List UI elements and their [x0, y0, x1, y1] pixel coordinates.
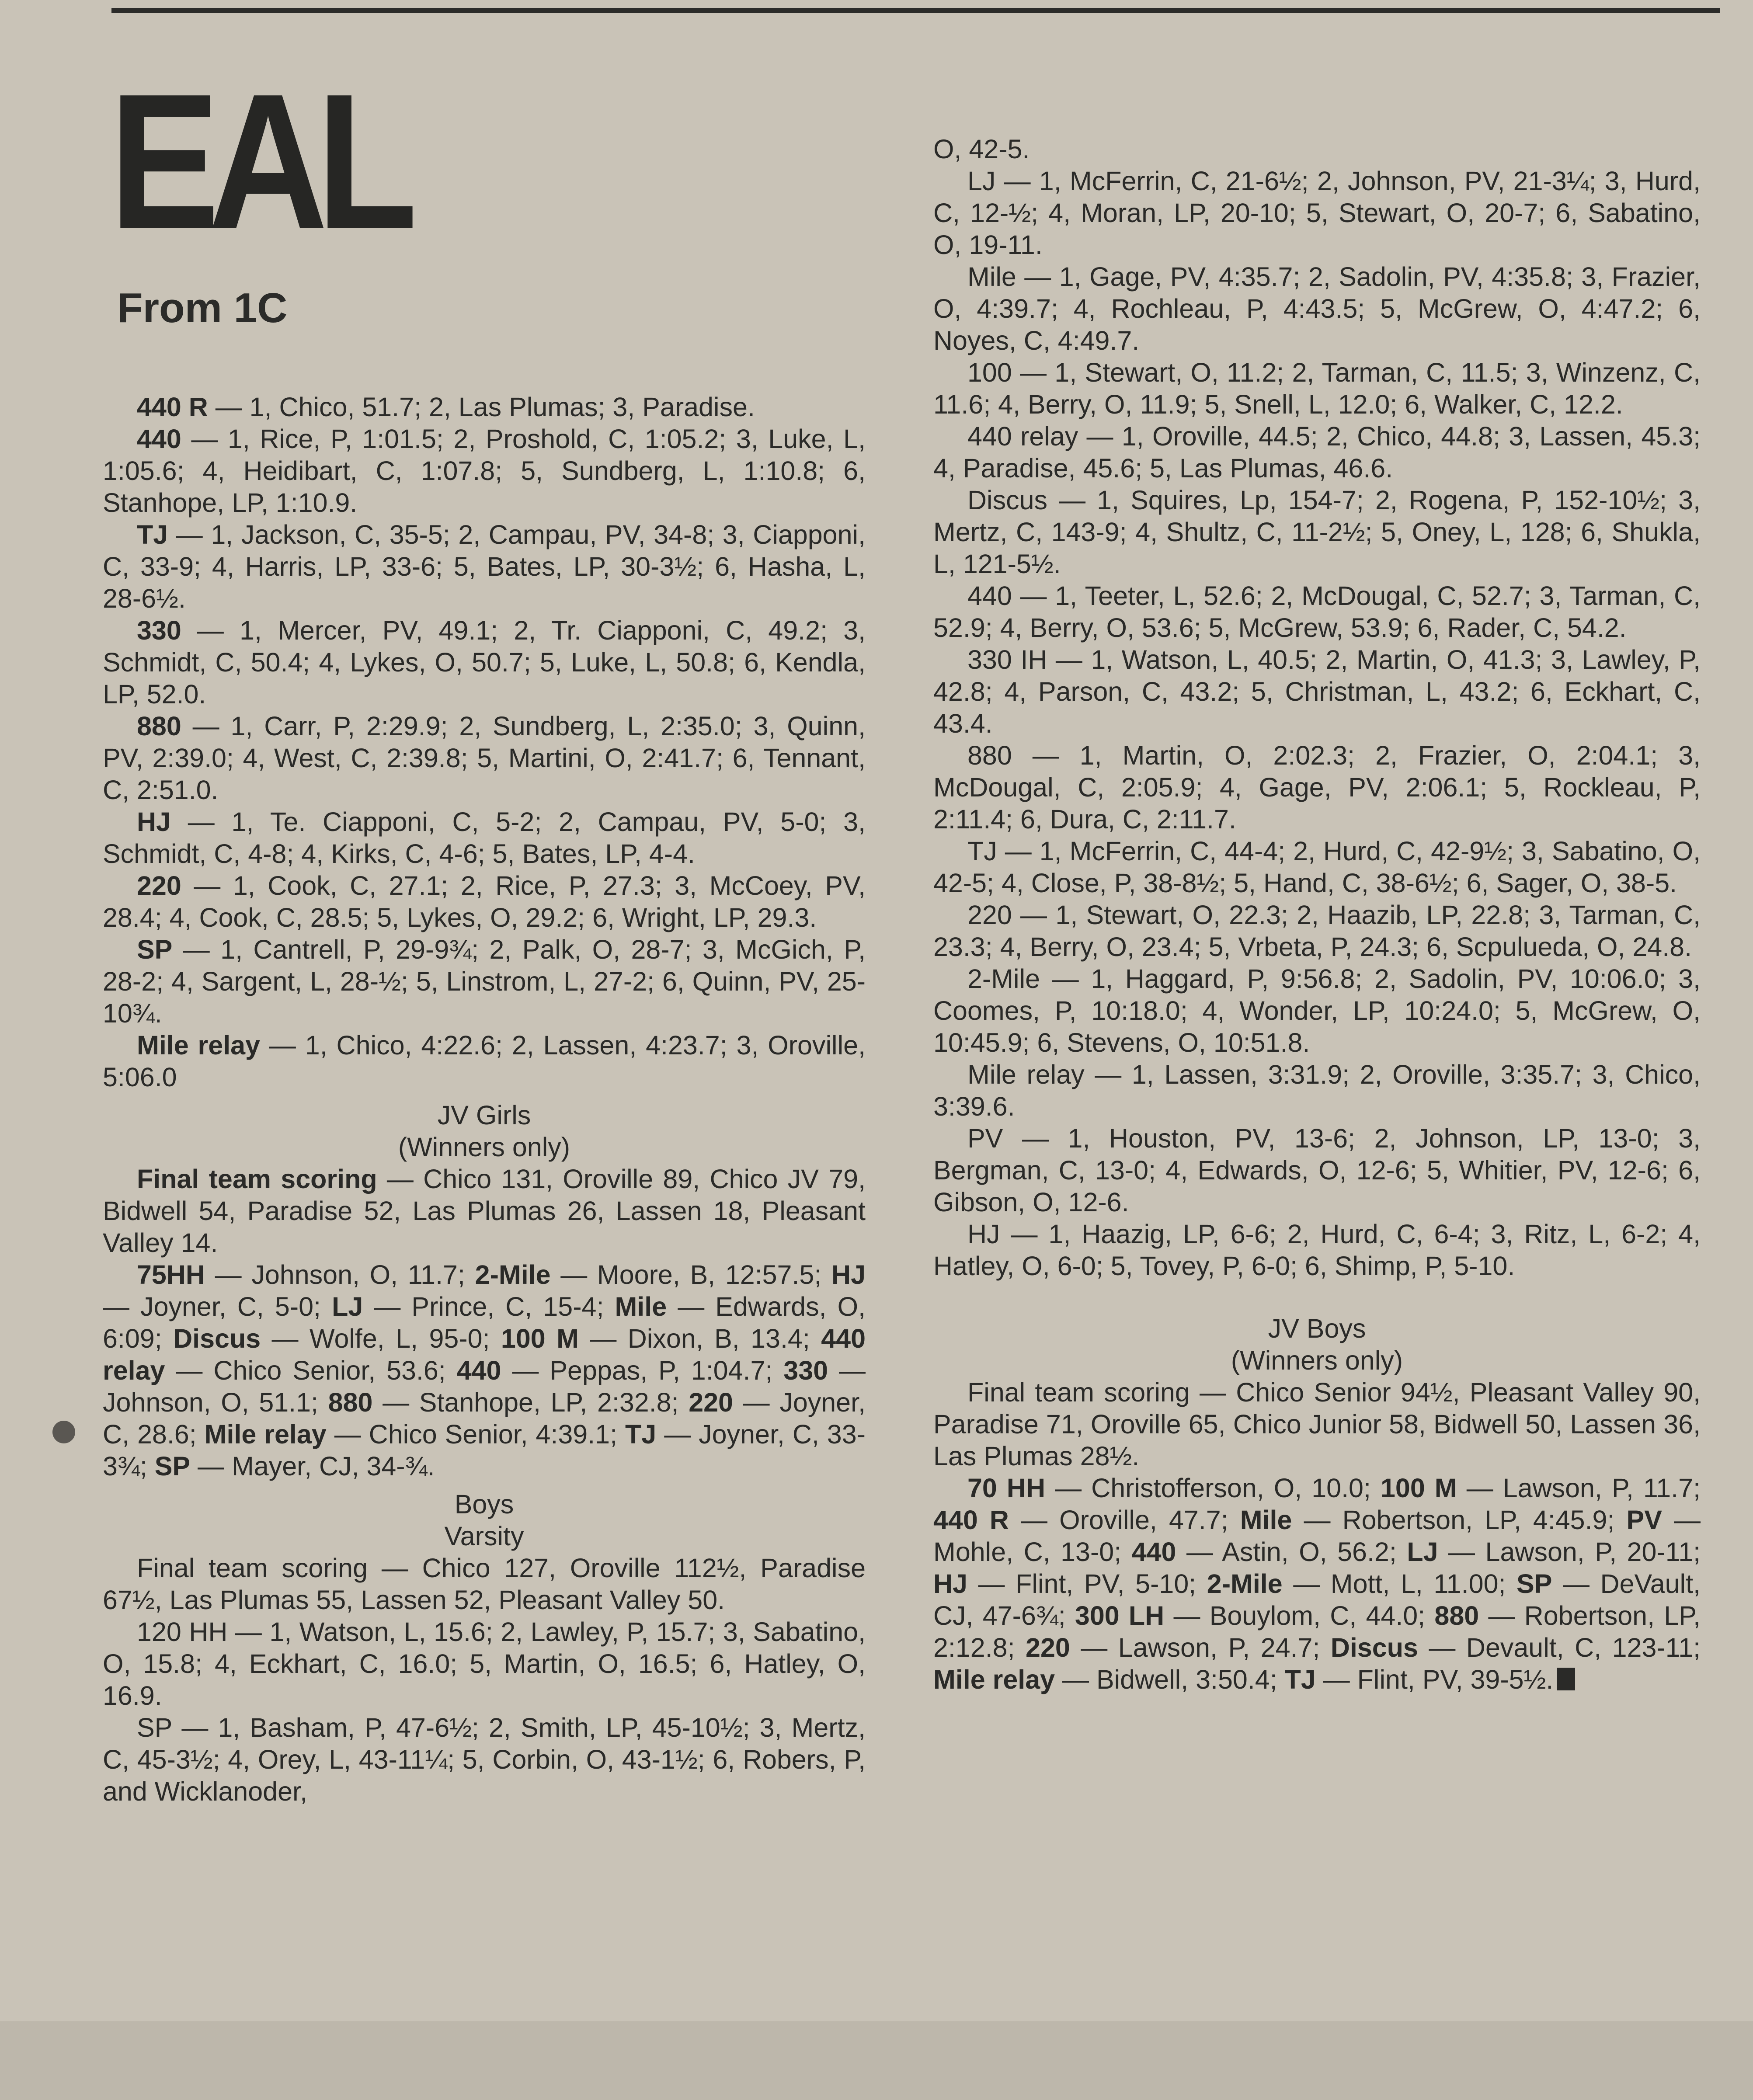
- section-subheading: Varsity: [444, 1521, 524, 1551]
- right-column: [933, 133, 1701, 1696]
- result-paragraph: 880 — 1, Martin, O, 2:02.3; 2, Frazier, O, 2:04.1; 3, McDougal, C, 2:05.9; 4, Gage, PV, 2:06.1; 5, Rockleau, P, 2:11.4; 6, Dura, C, 2:11.7.: [933, 741, 1701, 834]
- page-bottom-edge: [0, 2021, 1753, 2100]
- result-paragraph: 440 — 1, Rice, P, 1:01.5; 2, Proshold, C, 1:05.2; 3, Luke, L, 1:05.6; 4, Heidibart, C, 1:07.8; 5, Sundberg, L, 1:10.8; 6, Stanhope, LP, 1:10.9.: [103, 424, 866, 518]
- result-paragraph: 440 R — 1, Chico, 51.7; 2, Las Plumas; 3, Paradise.: [137, 392, 755, 422]
- result-paragraph: TJ — 1, McFerrin, C, 44-4; 2, Hurd, C, 42-9½; 3, Sabatino, O, 42-5; 4, Close, P, 38-8½; 5, Hand, C, 38-6½; 6, Sager, O, 38-5.: [933, 836, 1701, 898]
- end-mark: [1557, 1668, 1575, 1690]
- bullet-dot: [52, 1421, 75, 1443]
- section-heading: JV Girls: [437, 1100, 531, 1130]
- result-paragraph: Final team scoring — Chico 127, Oroville 112½, Paradise 67½, Las Plumas 55, Lassen 52, Pleasant Valley 50.: [103, 1553, 866, 1615]
- result-paragraph: HJ — 1, Te. Ciapponi, C, 5-2; 2, Campau, PV, 5-0; 3, Schmidt, C, 4-8; 4, Kirks, C, 4-6; 5, Bates, LP, 4-4.: [103, 807, 866, 869]
- winners-paragraph: 70 HH — Christofferson, O, 10.0; 100 M — Lawson, P, 11.7; 440 R — Oroville, 47.7; Mile — Robertson, LP, 4:45.9; PV — Mohle, C, 13-0; 440 — Astin, O, 56.2; LJ — Lawson, P, 20-11; HJ — Flint, PV, 5-10; 2-Mile — Mott, L, 11.00; SP — DeVault, CJ, 47-6¾; 300 LH — Bouylom, C, 44.0; 880 — Robertson, LP, 2:12.8; 220 — Lawson, P, 24.7; Discus — Devault, C, 123-11; Mile relay — Bidwell, 3:50.4; TJ — Flint, PV, 39-5½.: [933, 1473, 1701, 1694]
- result-paragraph: HJ — 1, Haazig, LP, 6-6; 2, Hurd, C, 6-4; 3, Ritz, L, 6-2; 4, Hatley, O, 6-0; 5, Tovey, P, 6-0; 6, Shimp, P, 5-10.: [933, 1219, 1701, 1281]
- left-column: [103, 391, 866, 1808]
- winners-paragraph: 75HH — Johnson, O, 11.7; 2-Mile — Moore, B, 12:57.5; HJ — Joyner, C, 5-0; LJ — Prince, C, 15-4; Mile — Edwards, O, 6:09; Discus — Wolfe, L, 95-0; 100 M — Dixon, B, 13.4; 440 relay — Chico Senior, 53.6; 440 — Peppas, P, 1:04.7; 330 — Johnson, O, 51.1; 880 — Stanhope, LP, 2:32.8; 220 — Joyner, C, 28.6; Mile relay — Chico Senior, 4:39.1; TJ — Joyner, C, 33-3¾; SP — Mayer, CJ, 34-¾.: [103, 1260, 866, 1481]
- headline: EAL: [109, 54, 407, 269]
- result-paragraph: LJ — 1, McFerrin, C, 21-6½; 2, Johnson, PV, 21-3¼; 3, Hurd, C, 12-½; 4, Moran, LP, 20-10; 5, Stewart, O, 20-7; 6, Sabatino, O, 19-11.: [933, 166, 1701, 260]
- result-paragraph: 120 HH — 1, Watson, L, 15.6; 2, Lawley, P, 15.7; 3, Sabatino, O, 15.8; 4, Eckhart, C, 16.0; 5, Martin, O, 16.5; 6, Hatley, O, 16.9.: [103, 1617, 866, 1711]
- section-subheading: (Winners only): [398, 1132, 570, 1162]
- section-heading: JV Boys: [1268, 1314, 1366, 1343]
- result-paragraph: SP — 1, Basham, P, 47-6½; 2, Smith, LP, 45-10½; 3, Mertz, C, 45-3½; 4, Orey, L, 43-11¼; 5, Corbin, O, 43-1½; 6, Robers, P, and Wicklanoder,: [103, 1713, 866, 1806]
- result-paragraph: 100 — 1, Stewart, O, 11.2; 2, Tarman, C, 11.5; 3, Winzenz, C, 11.6; 4, Berry, O, 11.9; 5, Snell, L, 12.0; 6, Walker, C, 12.2.: [933, 358, 1701, 419]
- result-paragraph: TJ — 1, Jackson, C, 35-5; 2, Campau, PV, 34-8; 3, Ciapponi, C, 33-9; 4, Harris, LP, 33-6; 5, Bates, LP, 30-3½; 6, Hasha, L, 28-6½.: [103, 520, 866, 613]
- result-paragraph: 440 relay — 1, Oroville, 44.5; 2, Chico, 44.8; 3, Lassen, 45.3; 4, Paradise, 45.6; 5, Las Plumas, 46.6.: [933, 421, 1701, 483]
- result-paragraph: Discus — 1, Squires, Lp, 154-7; 2, Rogena, P, 152-10½; 3, Mertz, C, 143-9; 4, Shultz, C, 11-2½; 5, Oney, L, 128; 6, Shukla, L, 121-5½.: [933, 485, 1701, 579]
- result-paragraph: 330 IH — 1, Watson, L, 40.5; 2, Martin, O, 41.3; 3, Lawley, P, 42.8; 4, Parson, C, 43.2; 5, Christman, L, 43.2; 6, Eckhart, C, 43.4.: [933, 645, 1701, 738]
- result-paragraph: SP — 1, Cantrell, P, 29-9¾; 2, Palk, O, 28-7; 3, McGich, P, 28-2; 4, Sargent, L, 28-½; 5, Linstrom, L, 27-2; 6, Quinn, PV, 25-10¾.: [103, 935, 866, 1028]
- result-paragraph: 220 — 1, Cook, C, 27.1; 2, Rice, P, 27.3; 3, McCoey, PV, 28.4; 4, Cook, C, 28.5; 5, Lykes, O, 29.2; 6, Wright, LP, 29.3.: [103, 871, 866, 932]
- result-paragraph: 2-Mile — 1, Haggard, P, 9:56.8; 2, Sadolin, PV, 10:06.0; 3, Coomes, P, 10:18.0; 4, Wonder, LP, 10:24.0; 5, McGrew, O, 10:45.9; 6, Stevens, O, 10:51.8.: [933, 964, 1701, 1057]
- result-paragraph: 220 — 1, Stewart, O, 22.3; 2, Haazib, LP, 22.8; 3, Tarman, C, 23.3; 4, Berry, O, 23.4; 5, Vrbeta, P, 24.3; 6, Scpulueda, O, 24.8.: [933, 900, 1701, 962]
- section-heading: Boys: [454, 1489, 514, 1519]
- result-paragraph: 330 — 1, Mercer, PV, 49.1; 2, Tr. Ciapponi, C, 49.2; 3, Schmidt, C, 50.4; 4, Lykes, O, 50.7; 5, Luke, L, 50.8; 6, Kendla, LP, 52.0.: [103, 615, 866, 709]
- team-scoring: Final team scoring — Chico Senior 94½, Pleasant Valley 90, Paradise 71, Oroville 65, Chico Junior 58, Bidwell 50, Lassen 36, Las Plumas 28½.: [933, 1377, 1701, 1471]
- continued-line: O, 42-5.: [933, 134, 1030, 164]
- jump-line: From 1C: [117, 285, 288, 331]
- result-paragraph: PV — 1, Houston, PV, 13-6; 2, Johnson, LP, 13-0; 3, Bergman, C, 13-0; 4, Edwards, O, 12-6; 5, Whitier, PV, 12-6; 6, Gibson, O, 12-6.: [933, 1123, 1701, 1217]
- result-paragraph: Mile relay — 1, Chico, 4:22.6; 2, Lassen, 4:23.7; 3, Oroville, 5:06.0: [103, 1030, 866, 1092]
- section-subheading: (Winners only): [1231, 1346, 1403, 1375]
- result-paragraph: 440 — 1, Teeter, L, 52.6; 2, McDougal, C, 52.7; 3, Tarman, C, 52.9; 4, Berry, O, 53.6; 5, McGrew, 53.9; 6, Rader, C, 54.2.: [933, 581, 1701, 643]
- team-scoring: Final team scoring — Chico 131, Oroville 89, Chico JV 79, Bidwell 54, Paradise 52, Las Plumas 26, Lassen 18, Pleasant Valley 14.: [103, 1164, 866, 1258]
- top-rule: [111, 8, 1720, 13]
- result-paragraph: 880 — 1, Carr, P, 2:29.9; 2, Sundberg, L, 2:35.0; 3, Quinn, PV, 2:39.0; 4, West, C, 2:39.8; 5, Martini, O, 2:41.7; 6, Tennant, C, 2:51.0.: [103, 711, 866, 805]
- result-paragraph: Mile — 1, Gage, PV, 4:35.7; 2, Sadolin, PV, 4:35.8; 3, Frazier, O, 4:39.7; 4, Rochleau, P, 4:43.5; 5, McGrew, O, 4:47.2; 6, Noyes, C, 4:49.7.: [933, 262, 1701, 355]
- result-paragraph: Mile relay — 1, Lassen, 3:31.9; 2, Oroville, 3:35.7; 3, Chico, 3:39.6.: [933, 1060, 1701, 1121]
